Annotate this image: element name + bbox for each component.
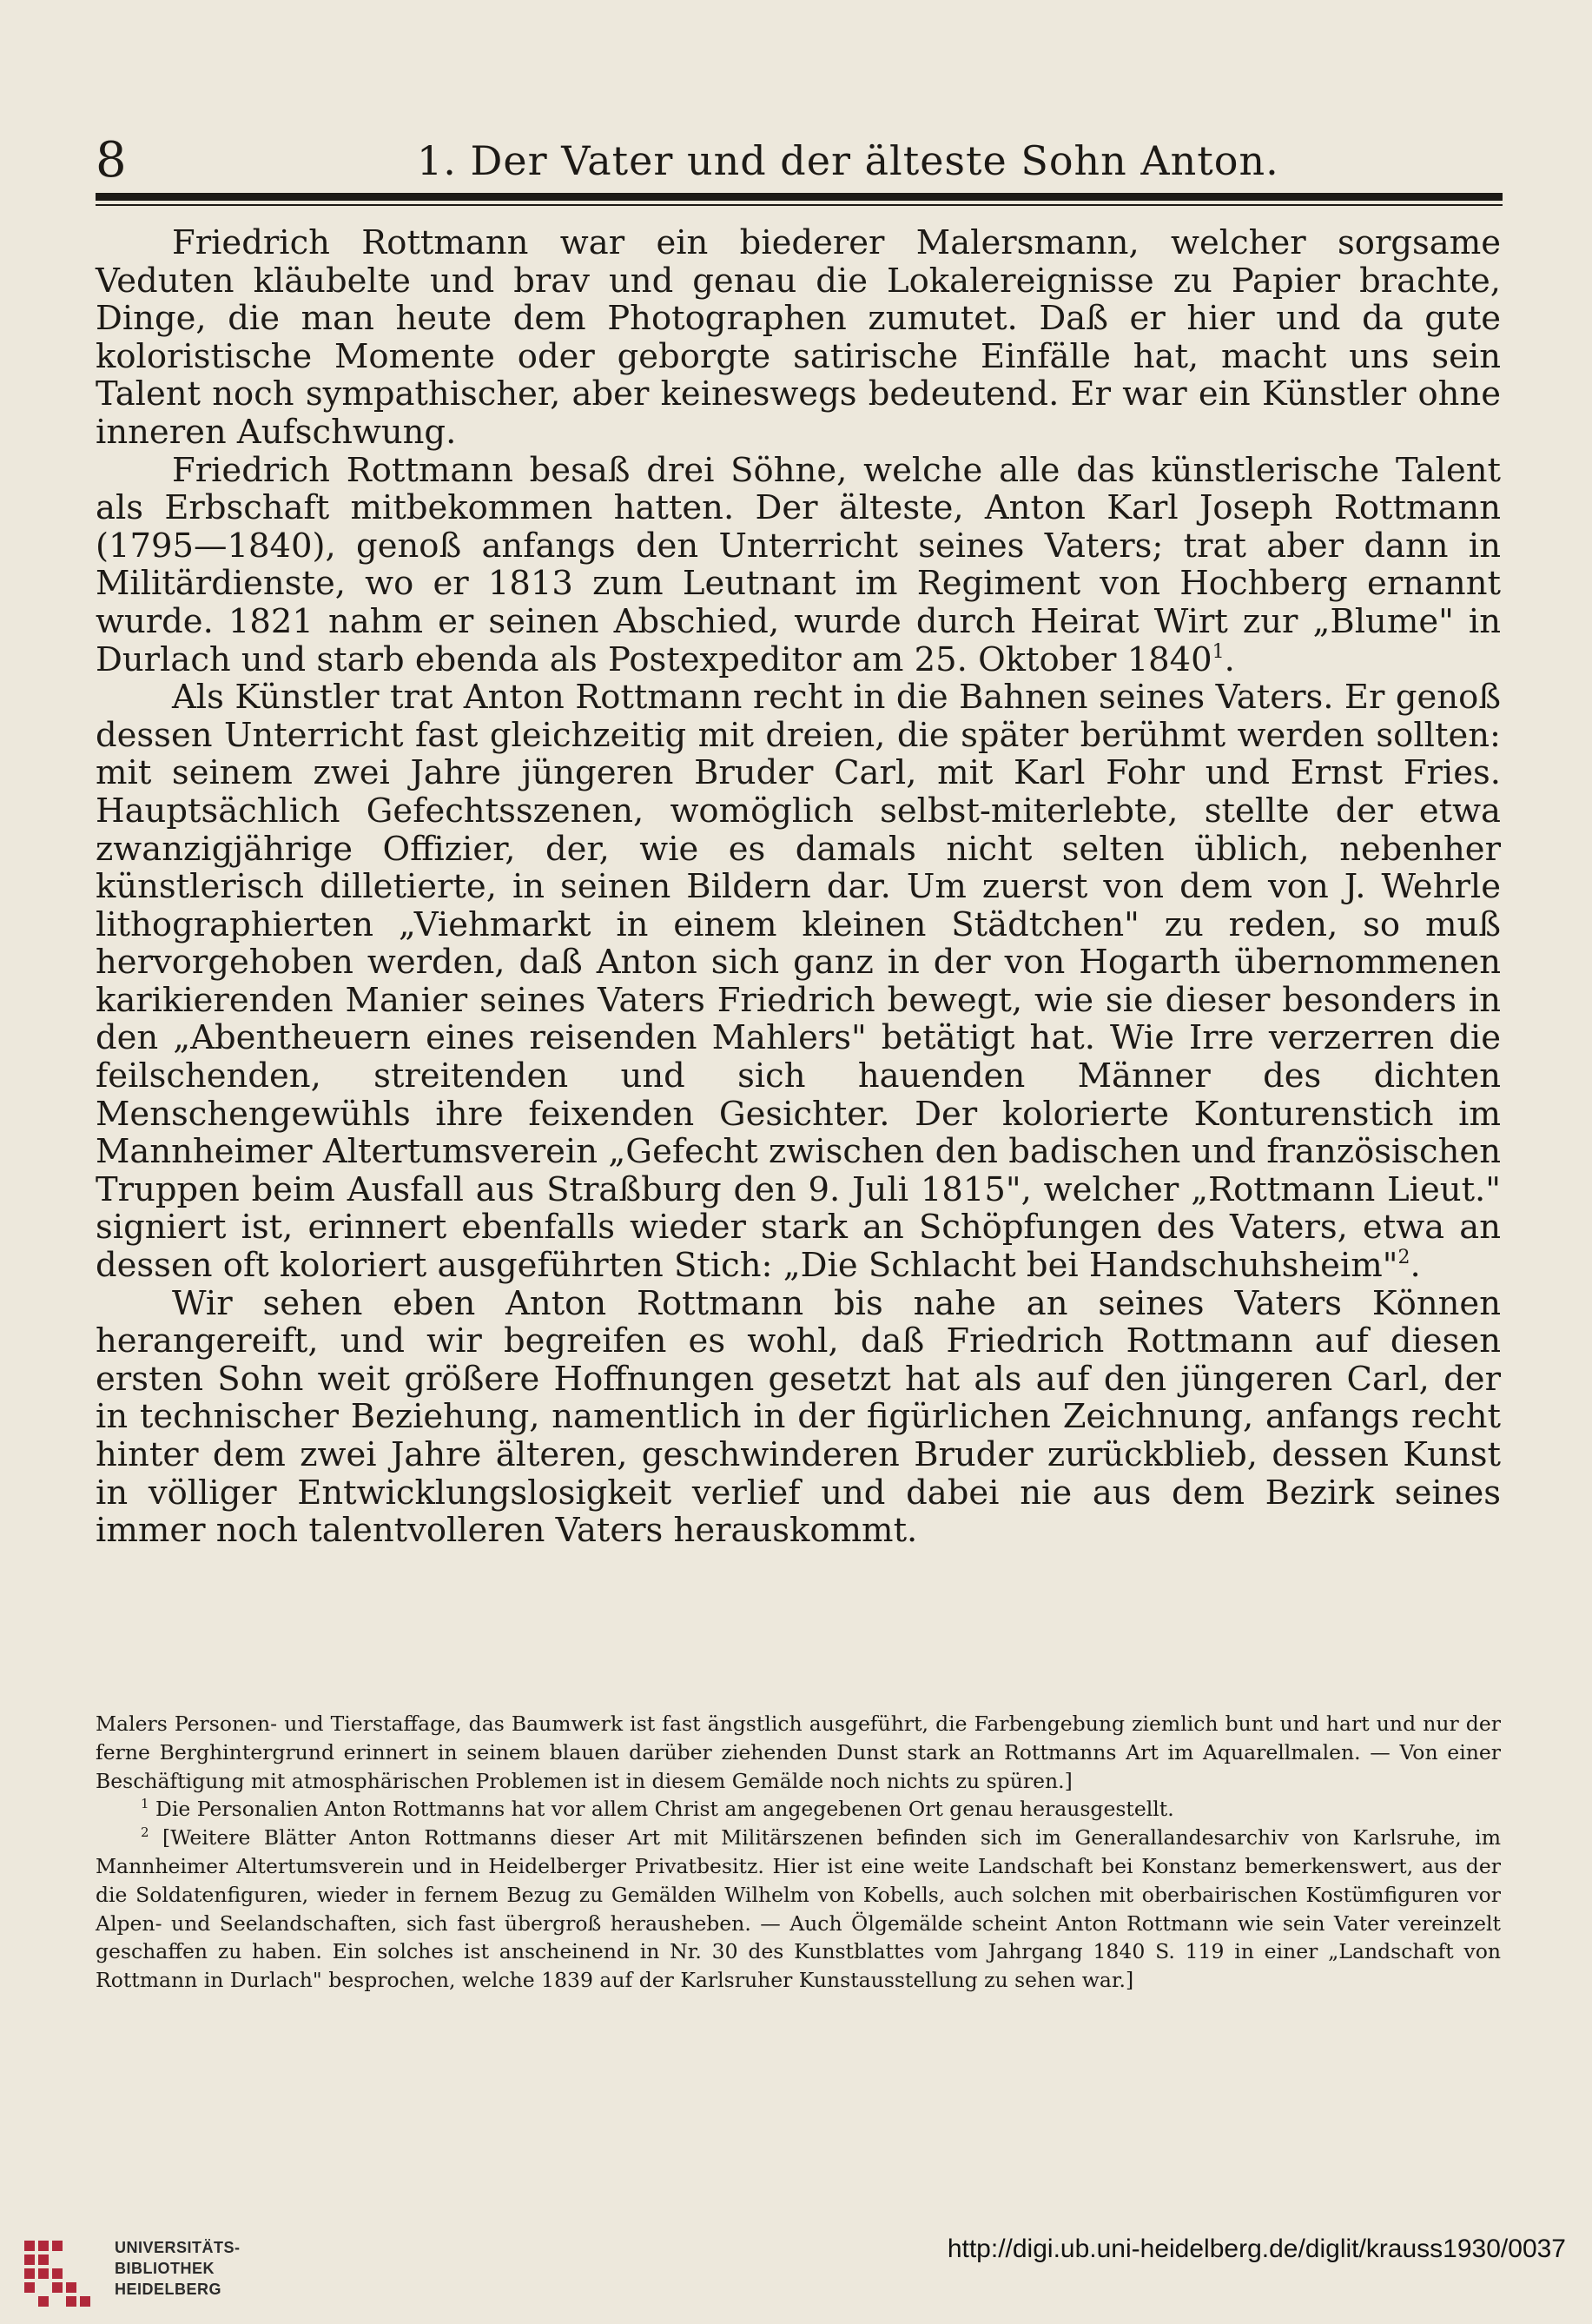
running-title: 1. Der Vater und der älteste Sohn Anton. [417, 137, 1279, 184]
library-name-line-1: UNIVERSITÄTS- [115, 2239, 241, 2256]
library-name-line-2: BIBLIOTHEK [115, 2260, 215, 2277]
header-rule-thin [96, 204, 1503, 206]
library-name-line-3: HEIDELBERG [115, 2281, 222, 2298]
library-seal-icon [19, 2232, 102, 2310]
page-header [96, 130, 1503, 191]
paragraph-4-text: Wir sehen eben Anton Rottmann bis nahe an seines Vaters Können herangereift, und wir begreifen es wohl, daß Friedrich Rottmann auf diesen ersten Sohn weit größere Hoffnungen gesetzt hat als auf den jüngeren Carl, der in technischer Beziehung, namentlich in der figürlichen Zeichnung, anfangs recht hinter dem zwei Jahre älteren, geschwinderen Bruder zurückblieb, dessen Kunst in völliger Entwicklungslosigkeit verlief und dabei nie aus dem Bezirk seines immer noch talentvolleren Vaters herauskommt. [96, 1283, 1501, 1551]
paragraph-1-text: Friedrich Rottmann war ein biederer Malersmann, welcher sorgsame Veduten kläubelte und brav und genau die Lokalereignisse zu Papier brachte, Dinge, die man heute dem Photographen zumutet. Daß er hier und da gute koloristische Momente oder geborgte satirische Einfälle hat, macht uns sein Talent noch sympathischer, aber keineswegs bedeutend. Er war ein Künstler ohne inneren Aufschwung. [96, 223, 1501, 452]
footnote-2-mark: 2 [141, 1824, 149, 1841]
paragraph-3-end: . [1410, 1246, 1421, 1286]
footnote-ref-1: 1 [1212, 640, 1225, 663]
paragraph-1 [96, 224, 1501, 452]
footnotes [96, 1710, 1501, 1995]
paragraph-2 [96, 452, 1501, 679]
footnote-2-text: [Weitere Blätter Anton Rottmanns dieser Art mit Militärszenen befinden sich im Generallandesarchiv von Karlsruhe, im Mannheimer Altertumsverein und in Heidelberger Privatbesitz. Hier ist eine weite Landschaft bei Konstanz bemerkenswert, aus der die Soldatenfiguren, wieder in fernem Bezug zu Gemälden Wilhelm von Kobells, auch solchen mit oberbairischen Kostümfiguren vor Alpen- und Seelandschaften, sich fast übergroß herausheben. — Auch Ölgemälde scheint Anton Rottmann wie sein Vater vereinzelt geschaffen zu haben. Ein solches ist anscheinend in Nr. 30 des Kunstblattes vom Jahrgang 1840 S. 119 in einer „Landschaft von Rottmann in Durlach" besprochen, welche 1839 auf der Karlsruher Kunstausstellung zu sehen war.] [96, 1825, 1501, 1993]
library-name [115, 2237, 241, 2300]
permalink-url[interactable]: http://digi.ub.uni-heidelberg.de/diglit/krauss1930/0037 [947, 2235, 1566, 2263]
paragraph-3 [96, 679, 1501, 1285]
page-number: 8 [96, 132, 127, 189]
library-logo[interactable] [19, 2232, 367, 2310]
footnote-continuation: Malers Personen- und Tierstaffage, das Baumwerk ist fast ängstlich ausgeführt, die Farbengebung ziemlich bunt und hart und nur der ferne Berghintergrund erinnert in seinem blauen darüber ziehenden Dunst stark an Rottmanns Art im Aquarellmalen. — Von einer Beschäftigung mit atmosphärischen Problemen ist in diesem Gemälde noch nichts zu spüren.] [96, 1712, 1501, 1793]
footnote-1-text: Die Personalien Anton Rottmanns hat vor allem Christ am angegebenen Ort genau herausgestellt. [155, 1797, 1174, 1822]
footnote-1 [96, 1795, 1501, 1824]
paragraph-2-text: Friedrich Rottmann besaß drei Söhne, welche alle das künstlerische Talent als Erbschaft mitbekommen hatten. Der älteste, Anton Karl Joseph Rottmann (1795—1840), genoß anfangs den Unterricht seines Vaters; trat aber dann in Militärdienste, wo er 1813 zum Leutnant im Regiment von Hochberg ernannt wurde. 1821 nahm er seinen Abschied, wurde durch Heirat Wirt zur „Blume" in Durlach und starb ebenda als Postexpeditor am 25. Oktober 1840 [96, 450, 1501, 679]
footnote-2 [96, 1824, 1501, 1995]
footnote-1-mark: 1 [141, 1796, 149, 1812]
header-rule-thick [96, 193, 1503, 201]
body-text [96, 224, 1501, 1550]
footnote-ref-2: 2 [1397, 1247, 1410, 1269]
paragraph-3-text: Als Künstler trat Anton Rottmann recht in die Bahnen seines Vaters. Er genoß dessen Unterricht fast gleichzeitig mit dreien, die später berühmt werden sollten: mit seinem zwei Jahre jüngeren Bruder Carl, mit Karl Fohr und Ernst Fries. Hauptsächlich Gefechtsszenen, womöglich selbst-miterlebte, stellte der etwa zwanzigjährige Offizier, der, wie es damals nicht selten üblich, nebenher künstlerisch dilletierte, in seinen Bildern dar. Um zuerst von dem von J. Wehrle lithographierten „Viehmarkt in einem kleinen Städtchen" zu reden, so muß hervorgehoben werden, daß Anton sich ganz in der von Hogarth übernommenen karikierenden Manier seines Vaters Friedrich bewegt, wie sie dieser besonders in den „Abentheuern eines reisenden Mahlers" betätigt hat. Wie Irre verzerren die feilschenden, streitenden und sich hauenden Männer des dichten Menschengewühls ihre feixenden Gesichter. Der kolorierte Konturenstich im Mannheimer Altertumsverein „Gefecht zwischen den badischen und französischen Truppen beim Ausfall aus Straßburg den 9. Juli 1815", welcher „Rottmann Lieut." signiert ist, erinnert ebenfalls wieder stark an Schöpfungen des Vaters, etwa an dessen oft koloriert ausgeführten Stich: „Die Schlacht bei Handschuhsheim" [96, 678, 1501, 1286]
page-footer [0, 2220, 1592, 2324]
paragraph-2-end: . [1224, 639, 1235, 679]
paragraph-4 [96, 1285, 1501, 1550]
